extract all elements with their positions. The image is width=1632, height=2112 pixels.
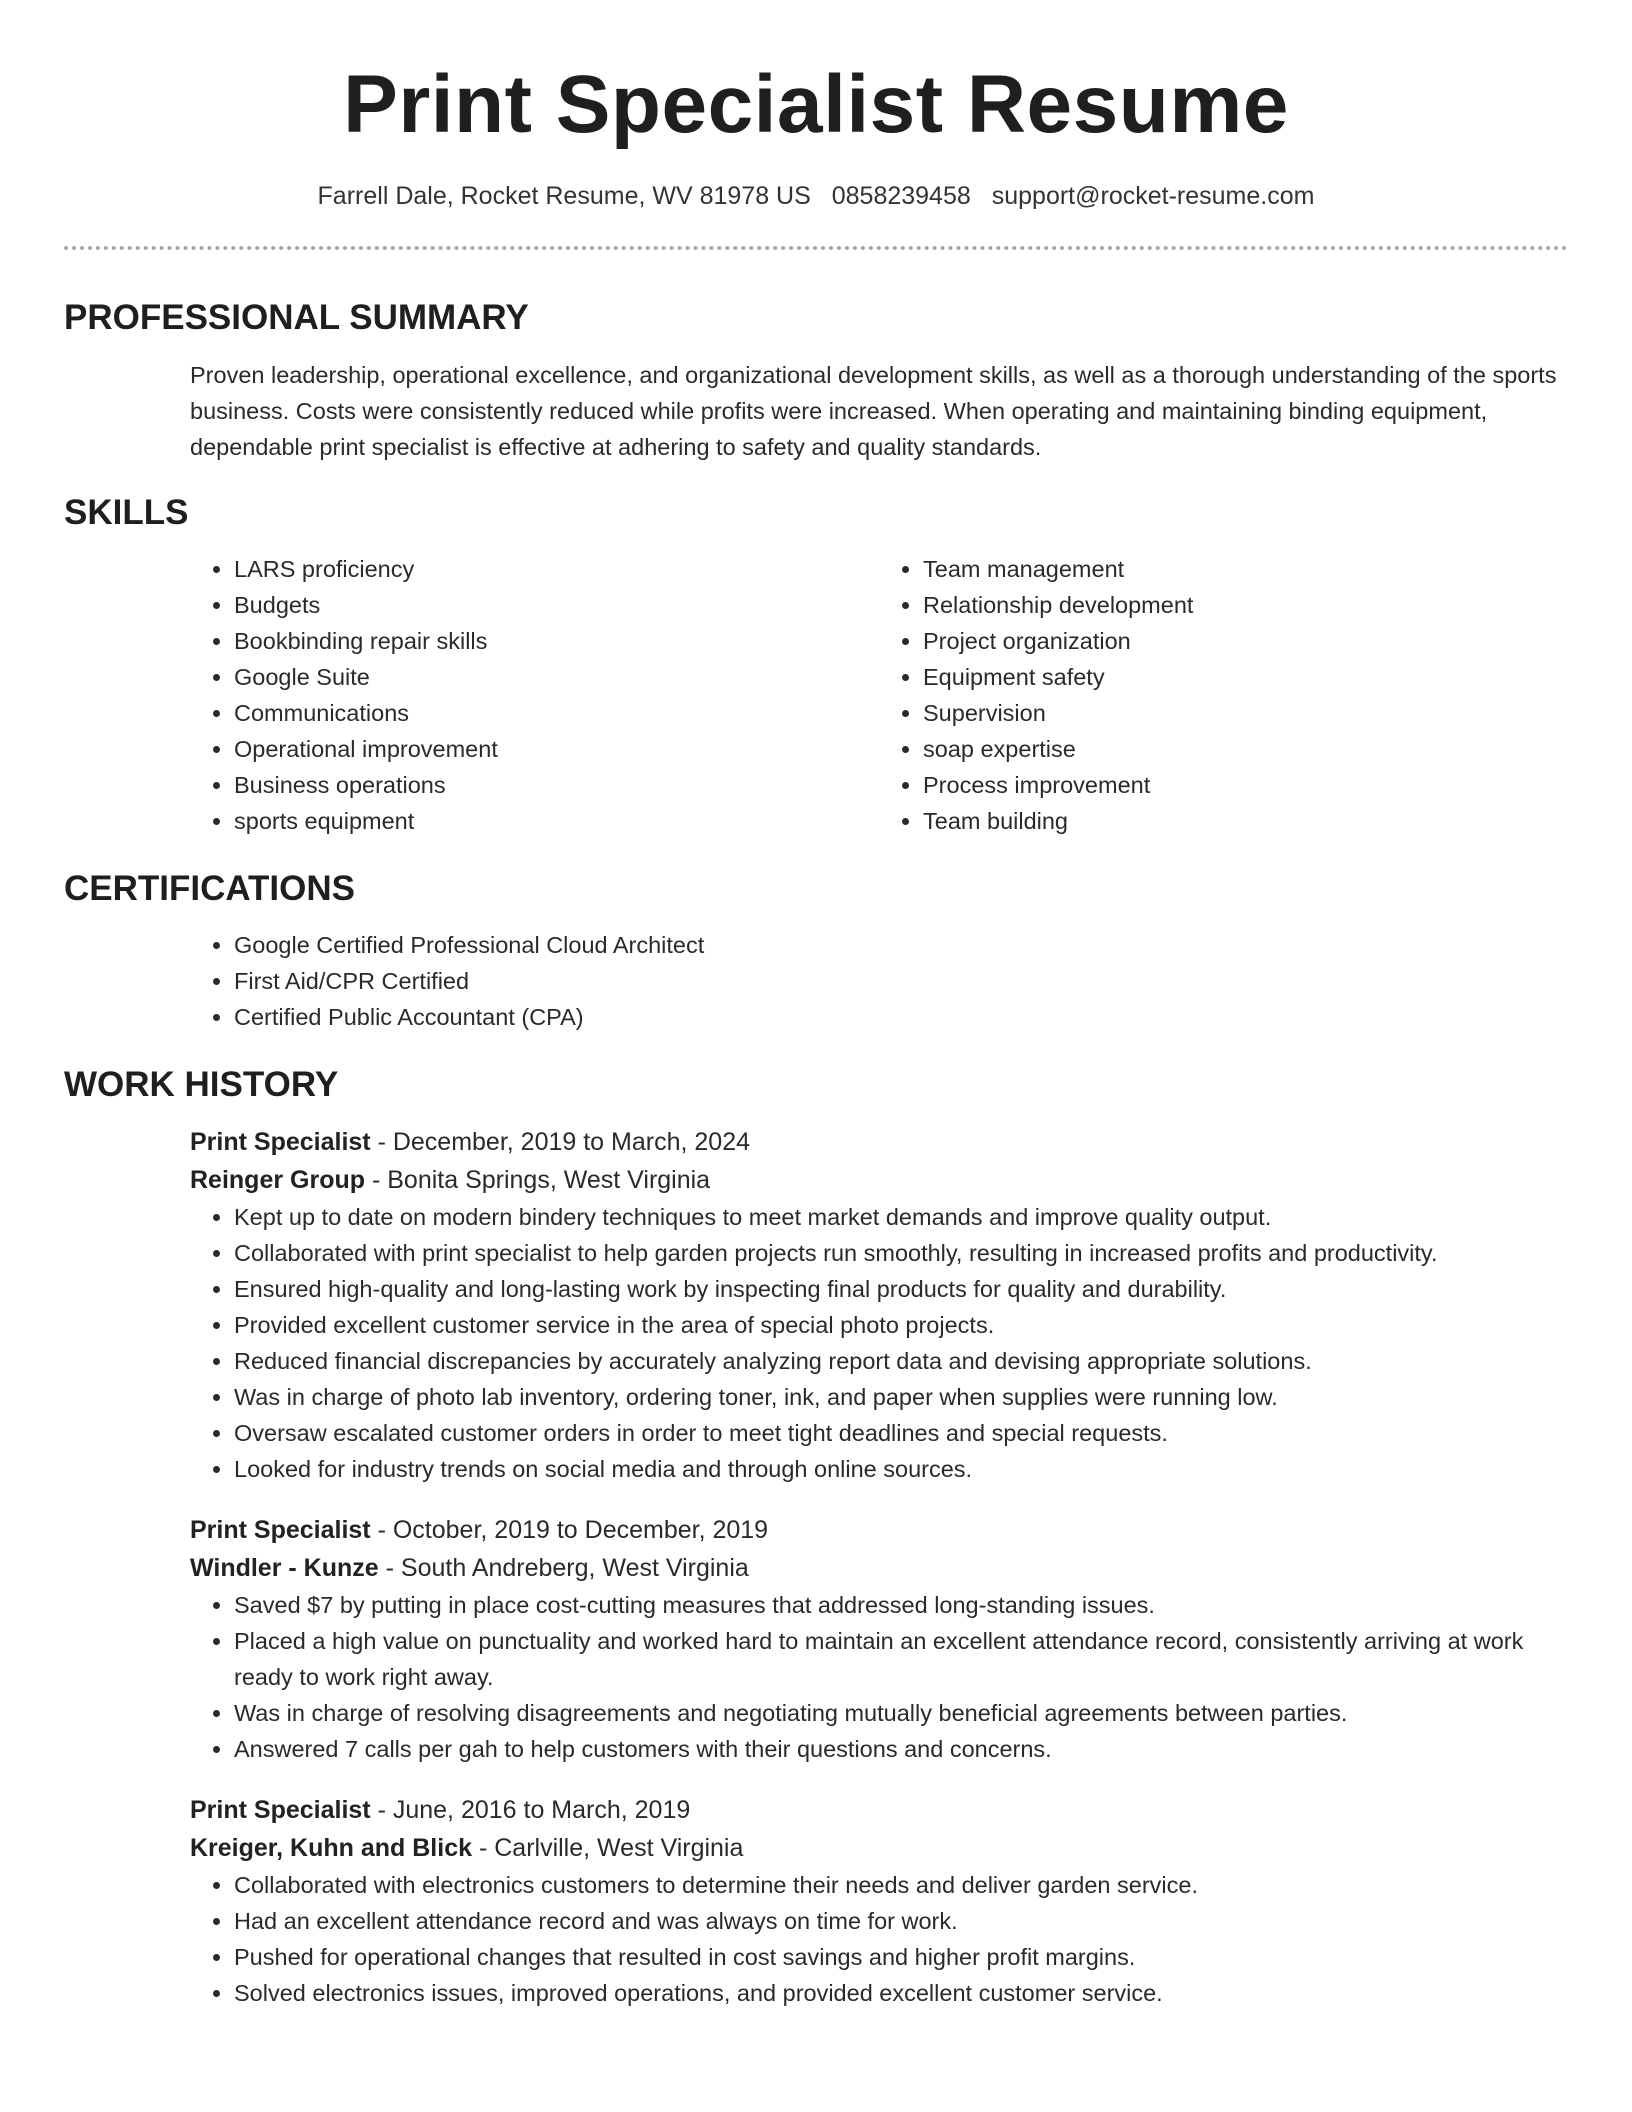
list-item: • Answered 7 calls per gah to help customers with their questions and concerns. xyxy=(234,1731,1568,1767)
work-history-heading: WORK HISTORY xyxy=(64,1065,339,1104)
list-item: • Solved electronics issues, improved operations, and provided excellent customer service. xyxy=(234,1975,1568,2011)
list-item: • soap expertise xyxy=(923,731,1568,767)
work-history-section xyxy=(64,1063,1568,2011)
job-duties-list xyxy=(190,1199,1568,1487)
list-item: • First Aid/CPR Certified xyxy=(234,963,1568,999)
list-item: • Collaborated with print specialist to help garden projects run smoothly, resulting in increased profits and productivity. xyxy=(234,1235,1568,1271)
list-item: • Was in charge of resolving disagreements and negotiating mutually beneficial agreements between parties. xyxy=(234,1695,1568,1731)
job-entry xyxy=(190,1511,1568,1767)
job-title: Print Specialist xyxy=(190,1516,371,1544)
job-dates: June, 2016 to March, 2019 xyxy=(392,1796,691,1824)
job-entry xyxy=(190,1123,1568,1487)
list-item: • Pushed for operational changes that resulted in cost savings and higher profit margins. xyxy=(234,1939,1568,1975)
list-item: • Ensured high-quality and long-lasting work by inspecting final products for quality and durability. xyxy=(234,1271,1568,1307)
list-item: • Communications xyxy=(234,695,879,731)
list-item: • Provided excellent customer service in the area of special photo projects. xyxy=(234,1307,1568,1343)
certifications-heading: CERTIFICATIONS xyxy=(64,869,356,908)
summary-text: Proven leadership, operational excellence, and organizational development skills, as well as a thorough understanding of the sports business. Costs were consistently reduced while profits were increased. When operating and maintaining binding equipment, dependable print specialist is effective at adhering to safety and quality standards. xyxy=(190,362,1557,460)
job-company-line: Kreiger, Kuhn and Blick - Carlville, West Virginia xyxy=(190,1834,744,1862)
list-item: • Team management xyxy=(923,551,1568,587)
list-item: • Placed a high value on punctuality and worked hard to maintain an excellent attendance record, consistently arriving at work ready to work right away. xyxy=(234,1623,1568,1695)
job-company: Reinger Group xyxy=(190,1166,366,1194)
list-item: • Bookbinding repair skills xyxy=(234,623,879,659)
job-company: Windler - Kunze xyxy=(190,1554,379,1582)
list-item: • Process improvement xyxy=(923,767,1568,803)
summary-section xyxy=(64,296,1568,465)
job-dates: October, 2019 to December, 2019 xyxy=(392,1516,769,1544)
list-item: • Collaborated with electronics customers to determine their needs and deliver garden service. xyxy=(234,1867,1568,1903)
list-item: • Saved $7 by putting in place cost-cutting measures that addressed long-standing issues. xyxy=(234,1587,1568,1623)
job-duties-list xyxy=(190,1587,1568,1767)
summary-body xyxy=(190,357,1568,465)
list-item: • Relationship development xyxy=(923,587,1568,623)
list-item: • sports equipment xyxy=(234,803,879,839)
list-item: • Operational improvement xyxy=(234,731,879,767)
list-item: • Google Suite xyxy=(234,659,879,695)
job-title-line: Print Specialist - June, 2016 to March, 2019 xyxy=(190,1796,691,1824)
job-title: Print Specialist xyxy=(190,1796,371,1824)
list-item: • Kept up to date on modern bindery techniques to meet market demands and improve quality output. xyxy=(234,1199,1568,1235)
list-item: • Project organization xyxy=(923,623,1568,659)
list-item: • Business operations xyxy=(234,767,879,803)
skills-left-list xyxy=(190,551,879,839)
skills-right-list xyxy=(879,551,1568,839)
list-item: • Google Certified Professional Cloud Architect xyxy=(234,927,1568,963)
skills-section xyxy=(64,491,1568,839)
contact-line xyxy=(64,180,1568,212)
contact-email: support@rocket-resume.com xyxy=(991,182,1315,210)
list-item: • LARS proficiency xyxy=(234,551,879,587)
list-item: • Oversaw escalated customer orders in order to meet tight deadlines and special requests. xyxy=(234,1415,1568,1451)
job-location: South Andreberg, West Virginia xyxy=(400,1554,749,1582)
job-title-line: Print Specialist - October, 2019 to December, 2019 xyxy=(190,1516,769,1544)
certifications-section xyxy=(64,867,1568,1035)
skills-grid xyxy=(190,551,1568,839)
list-item: • Was in charge of photo lab inventory, ordering toner, ink, and paper when supplies were running low. xyxy=(234,1379,1568,1415)
list-item: • Team building xyxy=(923,803,1568,839)
list-item: • Reduced financial discrepancies by accurately analyzing report data and devising appropriate solutions. xyxy=(234,1343,1568,1379)
job-company-line: Windler - Kunze - South Andreberg, West Virginia xyxy=(190,1554,749,1582)
certifications-body xyxy=(190,927,1568,1035)
contact-address: Farrell Dale, Rocket Resume, WV 81978 US xyxy=(317,182,811,210)
list-item: • Certified Public Accountant (CPA) xyxy=(234,999,1568,1035)
certifications-list xyxy=(190,927,1568,1035)
job-dates: December, 2019 to March, 2024 xyxy=(392,1128,750,1156)
job-company-line: Reinger Group - Bonita Springs, West Virginia xyxy=(190,1166,711,1194)
summary-heading: PROFESSIONAL SUMMARY xyxy=(64,298,529,337)
job-location: Bonita Springs, West Virginia xyxy=(387,1166,711,1194)
header-divider xyxy=(64,246,1568,250)
contact-phone: 0858239458 xyxy=(831,182,971,210)
page-title: Print Specialist Resume xyxy=(343,59,1289,150)
list-item: • Equipment safety xyxy=(923,659,1568,695)
list-item: • Looked for industry trends on social media and through online sources. xyxy=(234,1451,1568,1487)
work-history-body xyxy=(190,1123,1568,2011)
job-duties-list xyxy=(190,1867,1568,2011)
list-item: • Had an excellent attendance record and was always on time for work. xyxy=(234,1903,1568,1939)
job-company: Kreiger, Kuhn and Blick xyxy=(190,1834,473,1862)
job-title-line: Print Specialist - December, 2019 to March, 2024 xyxy=(190,1128,750,1156)
job-entry xyxy=(190,1791,1568,2011)
list-item: • Supervision xyxy=(923,695,1568,731)
skills-heading: SKILLS xyxy=(64,493,189,532)
job-location: Carlville, West Virginia xyxy=(494,1834,744,1862)
job-title: Print Specialist xyxy=(190,1128,371,1156)
list-item: • Budgets xyxy=(234,587,879,623)
